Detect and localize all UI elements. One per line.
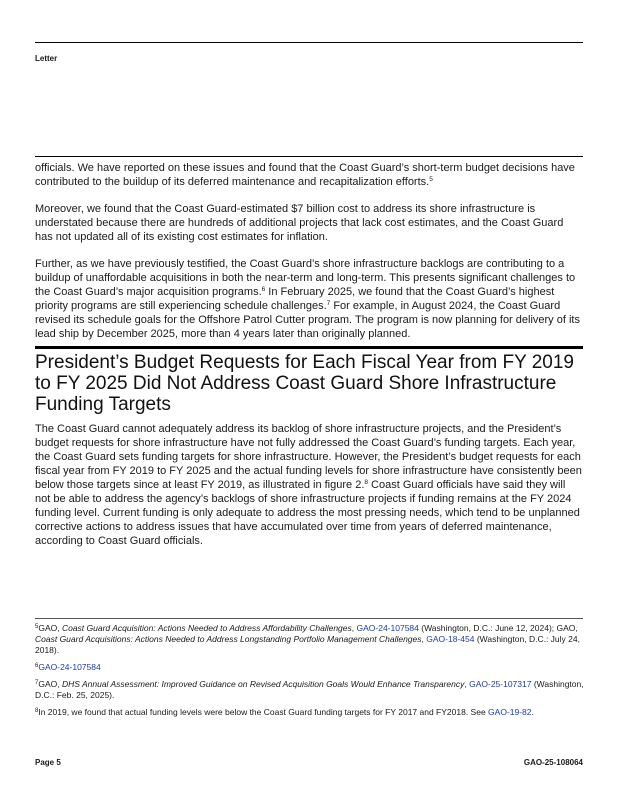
paragraph-3: Further, as we have previously testified, the Coast Guard’s shore infrastructure backlogs are contributing to a buildup of unaffordable acquisitions in both the near-term and long-term. This presents significant challenges to the Coast Guard’s major acquisition programs.$^6$ In February 2025, we found that the Coast Guard’s highest priority programs are still experiencing schedule challenges.$^7$ For example, in August 2024, the Coast Guard revised its schedule goals for the Offshore Patrol Cutter program. The program is now planning for delivery of its lead ship by December 2025, more than 4 years later than originally planned. — [35, 258, 580, 340]
footnote-7: $^7$GAO, DHS Annual Assessment: Improved Guidance on Revised Acquisition Goals Would Enhance Transparency, GAO-25-107317 (Washington, D.C.: Feb. 25, 2025). — [35, 679, 584, 700]
link-gao-18-454[interactable]: GAO-18-454 — [426, 634, 475, 644]
footnote-rule — [35, 618, 583, 619]
link-gao-24-107584[interactable]: GAO-24-107584 — [356, 623, 419, 633]
body-section-1 — [35, 161, 583, 341]
footnote-ref-6[interactable]: 6 — [261, 286, 266, 293]
body-section-2 — [35, 422, 583, 548]
paragraph-1: officials. We have reported on these issues and found that the Coast Guard’s short-term budget decisions have contributed to the buildup of its deferred maintenance and recapitalization efforts.$^5$ — [35, 162, 575, 188]
section-heading: President’s Budget Requests for Each Fiscal Year from FY 2019 to FY 2025 Did Not Address Coast Guard Shore Infrastructure Funding Targets — [35, 352, 574, 415]
footnotes — [35, 623, 585, 718]
footnote-ref-5[interactable]: 5 — [429, 176, 433, 183]
footnote-6: $^6$GAO-24-107584 — [35, 662, 101, 672]
content-top-rule — [35, 156, 583, 157]
footnote-ref-8[interactable]: 8 — [364, 479, 368, 486]
top-rule — [35, 42, 583, 43]
header-label: Letter — [35, 54, 58, 63]
link-gao-19-82[interactable]: GAO-19-82 — [488, 707, 532, 717]
link-gao-24-107584-fn6[interactable]: GAO-24-107584 — [38, 662, 101, 672]
link-gao-25-107317[interactable]: GAO-25-107317 — [469, 679, 532, 689]
footnote-8: $^8$In 2019, we found that actual funding levels were below the Coast Guard funding targets for FY 2017 and FY2018. See GAO-19-82. — [35, 707, 534, 717]
footnote-5: $^5$GAO, Coast Guard Acquisition: Actions Needed to Address Affordability Challenges, GAO-24-107584 (Washington, D.C.: June 12, 2024); GAO, Coast Guard Acquisitions: Actions Needed to Address Longstanding Portfolio Management Challenges, GAO-18-454 (Washington, D.C.: July 24, 2018). — [35, 623, 580, 655]
heading-rule — [35, 346, 583, 349]
paragraph-4: The Coast Guard cannot adequately address its backlog of shore infrastructure projects, and the President’s budget requests for shore infrastructure have not fully addressed the Coast Guard’s funding targets. Each year, the Coast Guard sets funding targets for shore infrastructure. However, the President’s budget requests for each fiscal year from FY 2019 to FY 2025 and the actual funding levels for shore infrastructure have consistently been below those targets since at least FY 2019, as illustrated in figure 2.$^8$ Coast Guard officials have said they will not be able to address the agency’s backlogs of shore infrastructure projects if funding remains at the FY 2024 funding level. Current funding is only adequate to address the most pressing needs, which tend to be unplanned corrective actions to address issues that have accumulated over time from years of deferred maintenance, according to Coast Guard officials. — [35, 423, 582, 547]
footnote-ref-7[interactable]: 7 — [326, 300, 331, 307]
page-number: Page 5 — [35, 758, 61, 767]
paragraph-2: Moreover, we found that the Coast Guard-estimated $7 billion cost to address its shore infrastructure is understated because there are hundreds of additional projects that lack cost estimates, and the Coast Guard has not updated all of its existing cost estimates for inflation. — [35, 203, 564, 243]
report-number: GAO-25-108064 — [523, 758, 583, 767]
